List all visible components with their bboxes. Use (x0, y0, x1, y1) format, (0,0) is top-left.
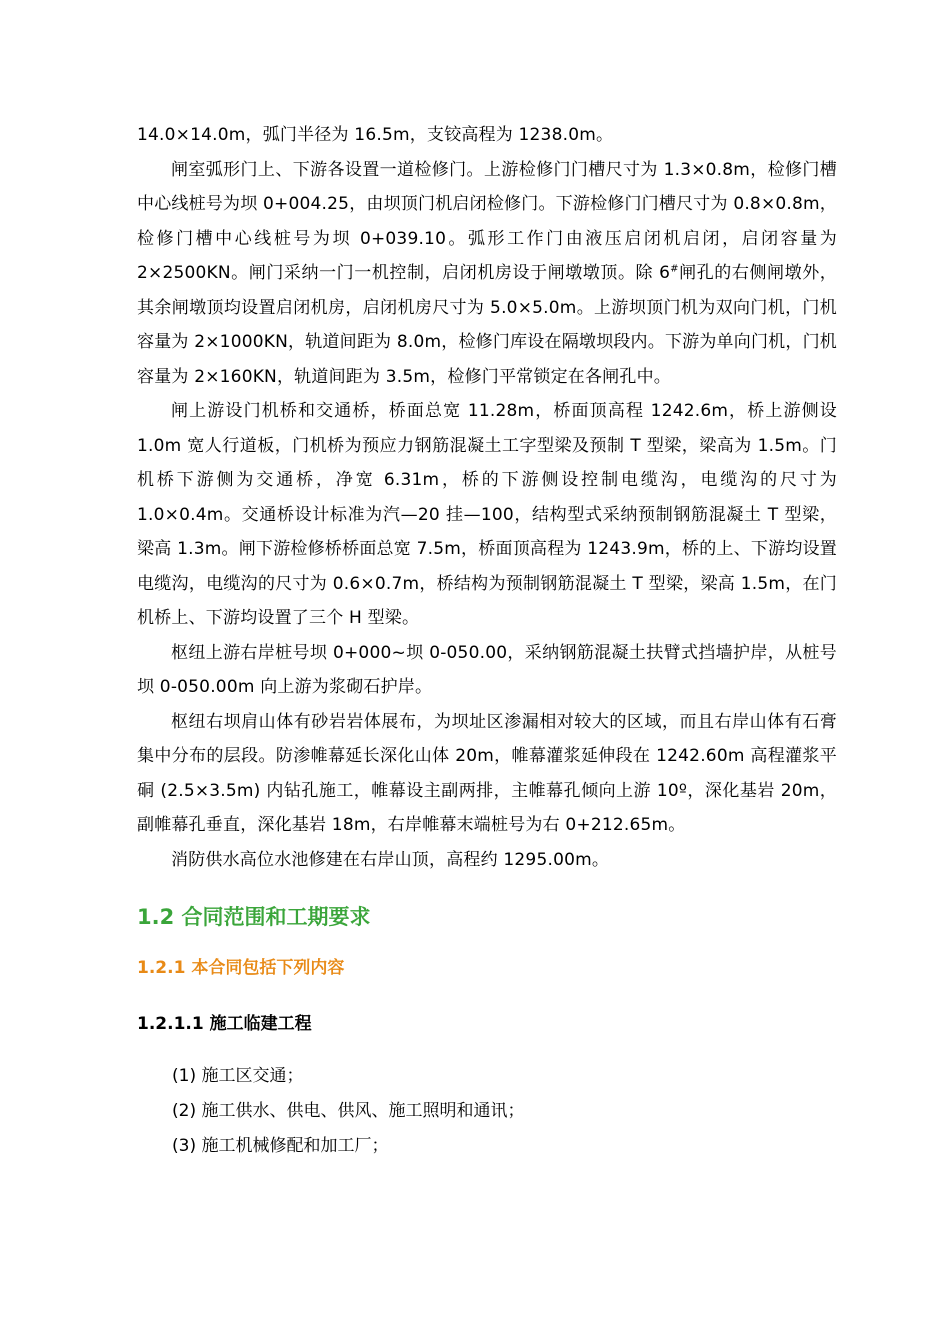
paragraph-revetment: 枢纽上游右岸桩号坝 0+000~坝 0-050.00，采纳钢筋混凝土扶臂式挡墙护岸，从桩号坝 0-050.00m 向上游为浆砌石护岸。 (137, 642, 837, 697)
list-item: (3) 施工机械修配和加工厂； (172, 1136, 389, 1156)
paragraph-fire-water-pool: 消防供水高位水池修建在右岸山顶，高程约 1295.00m。 (171, 849, 610, 870)
superscript-mark: # (670, 263, 679, 275)
document-body (137, 118, 837, 1164)
section-heading-1-2: 1.2 合同范围和工期要求 (137, 905, 371, 929)
paragraph-seepage-curtain: 枢纽右坝肩山体有砂岩岩体展布，为坝址区渗漏相对较大的区域，而且右岸山体有石膏集中分布的层段。防渗帷幕延长深化山体 20m，帷幕灌浆延伸段在 1242.60m 高程灌浆平硐 (2.5×3.5m) 内钻孔施工，帷幕设主副两排，主帷幕孔倾向上游 10º，深化基岩 20m，副帷幕孔垂直，深化基岩 18m，右岸帷幕末端桩号为右 0+212.65m。 (137, 711, 837, 835)
paragraph-gate-dimensions: 14.0×14.0m，弧门半径为 16.5m，支铰高程为 1238.0m。 (137, 125, 614, 145)
paragraph-bridges: 闸上游设门机桥和交通桥，桥面总宽 11.28m，桥面顶高程 1242.6m，桥上游侧设 1.0m 宽人行道板，门机桥为预应力钢筋混凝土工字型梁及预制 T 型梁，梁高为 1.5m。门机桥下游侧为交通桥，净宽 6.31m，桥的下游侧设控制电缆沟，电缆沟的尺寸为 1.0×0.4m。交通桥设计标准为汽—20 挂—100，结构型式采纳预制钢筋混凝土 T 型梁，梁高 1.3m。闸下游检修桥桥面总宽 7.5m，桥面顶高程为 1243.9m，桥的上、下游均设置电缆沟，电缆沟的尺寸为 0.6×0.7m，桥结构为预制钢筋混凝土 T 型梁，梁高 1.5m，在门机桥上、下游均设置了三个 H 型梁。 (137, 401, 837, 628)
section-heading-1-2-1-1: 1.2.1.1 施工临建工程 (137, 1014, 312, 1034)
list-item: (1) 施工区交通； (172, 1066, 304, 1086)
paragraph-maintenance-gates-text: 闸室弧形门上、下游各设置一道检修门。上游检修门门槽尺寸为 1.3×0.8m，检修门槽中心线桩号为坝 0+004.25，由坝顶门机启闭检修门。下游检修门门槽尺寸为 0.8×0.8m，检修门槽中心线桩号为坝 0+039.10。弧形工作门由液压启闭机启闭，启闭容量为 2×2500KN。闸门采纳一门一机控制，启闭机房设于闸墩墩顶。除 6 (137, 159, 837, 283)
section-heading-1-2-1: 1.2.1 本合同包括下列内容 (137, 958, 345, 978)
paragraph-maintenance-gates-rest: 闸孔的右侧闸墩外，其余闸墩顶均设置启闭机房，启闭机房尺寸为 5.0×5.0m。上游坝顶门机为双向门机，门机容量为 2×1000KN，轨道间距为 8.0m，检修门库设在隔墩坝段内。下游为单向门机，门机容量为 2×160KN，轨道间距为 3.5m，检修门平常锁定在各闸孔中。 (137, 263, 837, 387)
list-item: (2) 施工供水、供电、供风、施工照明和通讯； (172, 1101, 525, 1121)
temporary-works-list (137, 1059, 837, 1164)
paragraph-maintenance-gates (137, 153, 837, 395)
